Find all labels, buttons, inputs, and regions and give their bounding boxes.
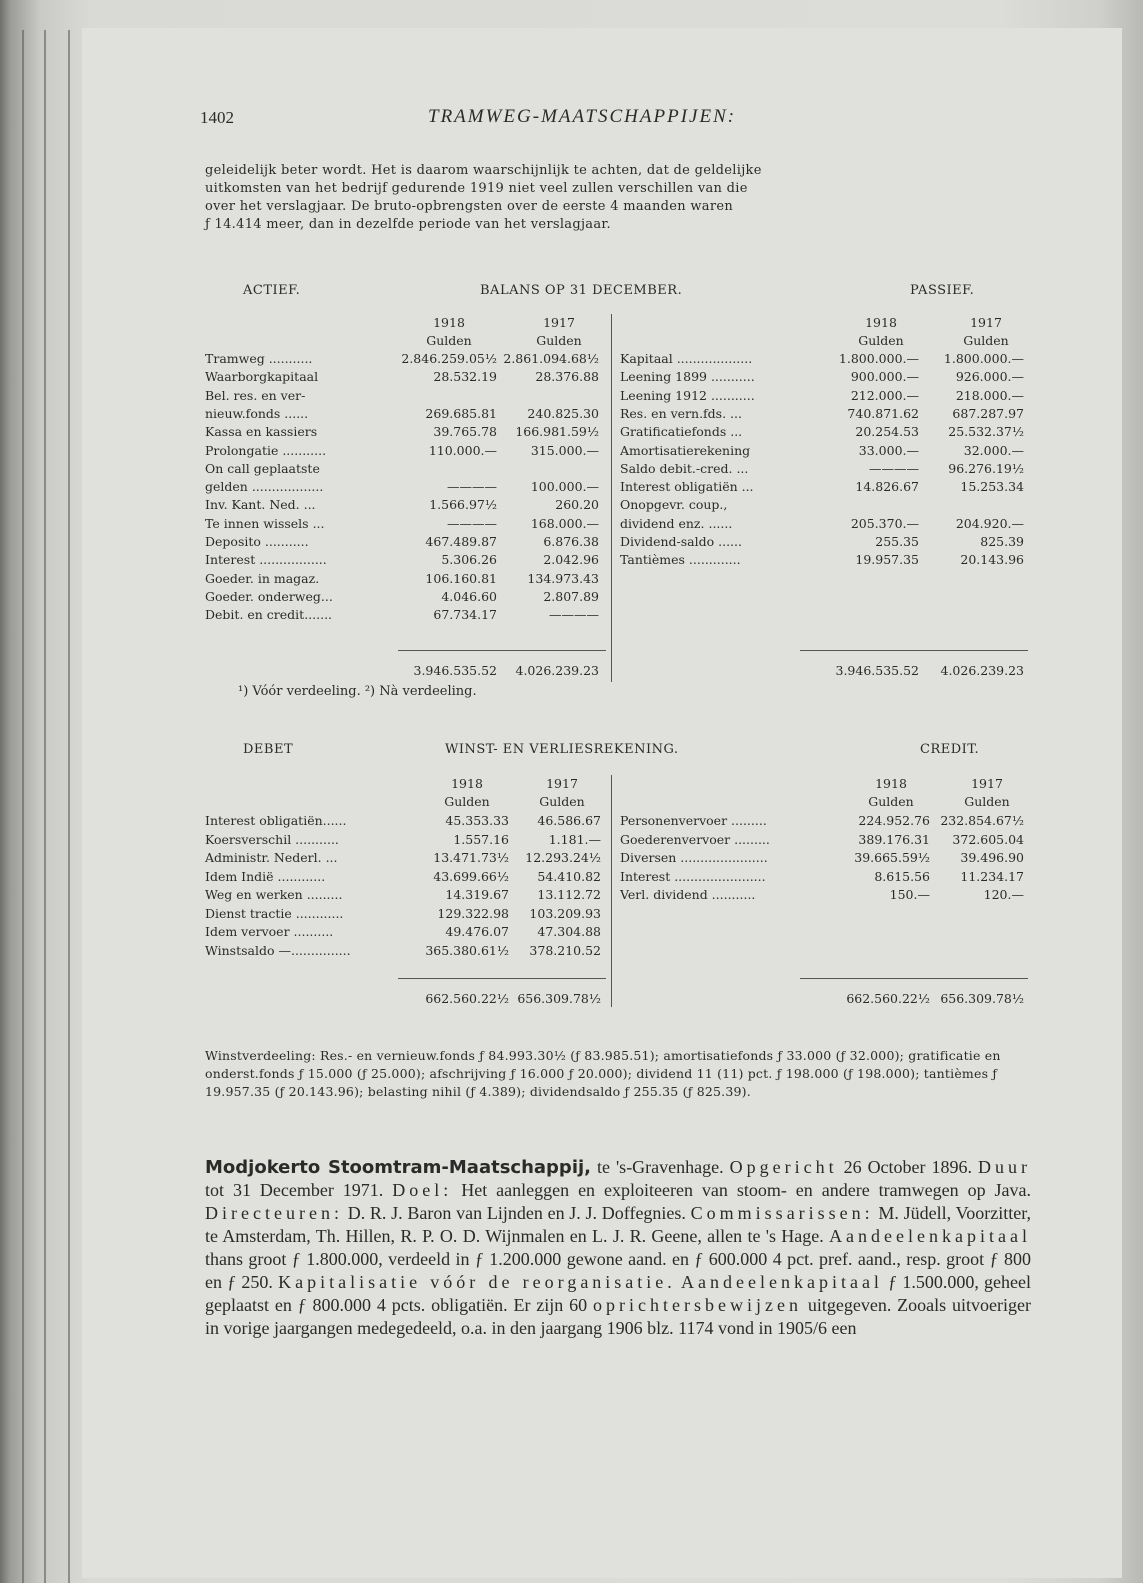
winst-credit-total-1917: 656.309.78½ (940, 991, 1024, 1006)
balans-passief-row-value-1918: 255.35 (875, 534, 919, 549)
winst-debet-row-value-1917: 103.209.93 (529, 905, 601, 921)
winst-debet-row-value-1918: 13.471.73½ (433, 850, 509, 865)
duur-label: Duur (978, 1157, 1031, 1177)
balans-actief-row-value-1918: 2.846.259.05½ (401, 351, 497, 366)
company-location: te 's-Gravenhage. (591, 1157, 724, 1177)
aandeelenkapitaal-label: Aandeelenkapitaal (829, 1226, 1031, 1246)
winst-debet-row-value-1917: 1.181.— (548, 831, 601, 847)
balans-passief-unit: Gulden (858, 333, 904, 348)
balans-passief-total-1917: 4.026.239.23 (940, 663, 1024, 678)
balans-actief-row-value-1918: 4.046.60 (441, 588, 497, 604)
balans-actief-row-value-1918: 269.685.81 (425, 405, 497, 421)
balans-actief-row-value-1918: 110.000.— (428, 442, 497, 458)
aandeelenkapitaal2-label: Aandeelenkapitaal (681, 1272, 883, 1292)
balans-passief-row-value-1917: 218.000.— (955, 387, 1024, 403)
winst-credit-row-value-1917: 232.854.67½ (940, 813, 1024, 828)
winst-debet-row-label: Weg en werken ......... (205, 887, 343, 902)
directeuren-label: Directeuren: (205, 1203, 343, 1223)
winst-credit-row-value-1918: 39.665.59½ (854, 850, 930, 865)
winst-credit-row-label: Verl. dividend ........... (620, 887, 756, 902)
winst-credit-unit: Gulden (964, 794, 1010, 809)
balans-actief-row-label: nieuw.fonds ...... (205, 405, 309, 421)
winst-credit-title: CREDIT. (920, 742, 980, 757)
balans-actief-row-value-1918: 467.489.87 (425, 534, 497, 549)
balans-passief-row-label: Tantièmes ............. (620, 552, 741, 568)
winst-debet-row-value-1918: 43.699.66½ (433, 868, 509, 884)
balans-passief-row-value-1918: 14.826.67 (855, 479, 919, 495)
balans-actief-row-value-1917: 6.876.38 (543, 534, 599, 549)
balans-passief-row-label: Onopgevr. coup., (620, 497, 728, 513)
book-spine-line (44, 30, 46, 1583)
winst-credit-year-1918: 1918 (875, 776, 907, 791)
balans-actief-row-label: Deposito ........... (205, 534, 309, 549)
balans-passief-year-1917: 1917 (970, 315, 1002, 330)
winst-debet-row-value-1917: 13.112.72 (537, 887, 601, 902)
balans-actief-row-value-1917: 2.861.094.68½ (503, 351, 599, 366)
winst-credit-row-label: Goederenvervoer ......... (620, 831, 770, 847)
winst-credit-row-value-1917: 120.— (983, 887, 1024, 902)
balans-passief-row-value-1918: 1.800.000.— (838, 351, 919, 366)
balans-actief-row-value-1917: 260.20 (555, 497, 599, 513)
balans-actief-row-label: On call geplaatste (205, 460, 320, 476)
balans-passief-row-label: Dividend-saldo ...... (620, 534, 742, 549)
winst-debet-row-value-1918: 45.353.33 (445, 813, 509, 828)
kapitalisatie-label: Kapitalisatie vóór de reorganisatie. (278, 1272, 676, 1292)
winstverdeeling-paragraph: Winstverdeeling: Res.- en vernieuw.fonds ƒ 84.993.30½ (ƒ 83.985.51); amortisatiefonds ƒ 33.000 (ƒ 32.000); gratificatie en onderst.fonds ƒ 15.000 (ƒ 25.000); afschrijving ƒ 16.000 ƒ 20.000); dividend 11 (11) pct. ƒ 198.000 (ƒ 198.000); tantièmes ƒ 19.957.35 (ƒ 20.143.96); belasting nihil (ƒ 4.389); dividendsaldo ƒ 255.35 (ƒ 825.39). (205, 1048, 1001, 1099)
balans-passief-row-value-1917: 20.143.96 (960, 552, 1024, 568)
balans-actief-row-value-1917: 28.376.88 (535, 369, 599, 385)
winst-credit-row-value-1917: 39.496.90 (960, 850, 1024, 865)
balans-footnote: ¹) Vóór verdeeling. ²) Nà verdeeling. (238, 684, 477, 699)
winst-debet-unit: Gulden (444, 794, 490, 809)
balans-actief-row-value-1918: ———— (447, 479, 497, 495)
balans-actief-row-label: gelden .................. (205, 479, 324, 495)
balans-actief-total-1918: 3.946.535.52 (413, 663, 497, 678)
balans-passief-row-value-1918: 900.000.— (850, 369, 919, 385)
balans-passief-year-1918: 1918 (865, 315, 897, 330)
running-title: TRAMWEG-MAATSCHAPPIJEN: (428, 106, 737, 127)
balans-passief-row-value-1917: 15.253.34 (960, 479, 1024, 495)
balans-actief-row-value-1917: 2.042.96 (543, 552, 599, 568)
balans-divider (611, 314, 612, 682)
aandeelenkapitaal2-text: ƒ 1.500.000, geheel geplaatst en ƒ 800.000 4 pcts. obligatiën. Er zijn 60 (205, 1272, 1032, 1315)
balans-actief-row-label: Kassa en kassiers (205, 424, 318, 440)
winst-credit-row-value-1917: 11.234.17 (960, 868, 1024, 884)
winst-debet-unit: Gulden (539, 794, 585, 809)
intro-line: uitkomsten van het bedrijf gedurende 1919 niet veel zullen verschillen van die (205, 181, 748, 196)
balans-actief-row-value-1918: ———— (447, 515, 497, 531)
balans-actief-row-label: Waarborgkapitaal (205, 369, 319, 385)
balans-actief-year-1918: 1918 (433, 315, 465, 330)
balans-actief-row-value-1918: 28.532.19 (433, 369, 497, 385)
balans-passief-row-label: Leening 1899 ........... (620, 369, 755, 385)
intro-line: ƒ 14.414 meer, dan in dezelfde periode van het verslagjaar. (205, 217, 611, 232)
balans-actief-row-value-1917: 166.981.59½ (515, 424, 599, 440)
balans-passief-row-value-1917: 926.000.— (955, 369, 1024, 385)
balans-passief-row-value-1918: ———— (869, 460, 919, 476)
balans-actief-row-value-1917: 2.807.89 (543, 588, 599, 604)
winst-credit-row-value-1917: 372.605.04 (952, 831, 1024, 847)
balans-actief-row-value-1917: 134.973.43 (527, 570, 599, 586)
balans-actief-row-value-1917: ———— (549, 607, 599, 623)
balans-passief-row-value-1917: 25.532.37½ (948, 424, 1024, 440)
aandeelenkapitaal-text: thans groot ƒ 1.800.000, verdeeld in ƒ 1.200.000 gewone aand. en ƒ 600.000 4 pct. pref. aand., resp. groot ƒ 800 en ƒ 250. (205, 1249, 1031, 1292)
winst-credit-unit: Gulden (868, 794, 914, 809)
oprichtersbewijzen-label: oprichtersbewijzen (593, 1295, 802, 1315)
winst-debet-row-label: Dienst tractie ............ (205, 905, 344, 921)
balans-actief-row-label: Tramweg ........... (205, 351, 313, 366)
balans-passief-row-label: Leening 1912 ........... (620, 387, 755, 403)
winst-debet-title: DEBET (243, 742, 294, 757)
winst-debet-row-label: Koersverschil ........... (205, 831, 339, 847)
winst-debet-row-value-1918: 129.322.98 (437, 905, 509, 921)
balans-passief-row-label: Saldo debit.-cred. ... (620, 460, 749, 476)
balans-passief-row-value-1918: 33.000.— (858, 442, 919, 458)
company-name: Modjokerto Stoomtram-Maatschappij, (205, 1157, 591, 1178)
balans-actief-row-label: Goeder. in magaz. (205, 570, 320, 586)
directeuren-text: D. R. J. Baron van Lijnden en J. J. Doffegnies. (342, 1203, 691, 1223)
balans-passief-row-value-1918: 212.000.— (850, 387, 919, 403)
balans-actief-unit: Gulden (536, 333, 582, 348)
balans-passief-row-label: dividend enz. ...... (620, 515, 733, 531)
winst-debet-row-value-1917: 54.410.82 (537, 868, 601, 884)
balans-actief-row-value-1918: 1.566.97½ (429, 497, 497, 513)
winst-credit-year-1917: 1917 (971, 776, 1003, 791)
balans-sum-line (800, 650, 1028, 651)
balans-passief-row-value-1917: 1.800.000.— (943, 351, 1024, 366)
winst-credit-row-value-1918: 389.176.31 (858, 831, 930, 847)
winst-divider (611, 775, 612, 1007)
winst-debet-row-label: Idem vervoer .......... (205, 924, 334, 939)
balans-actief-row-value-1918: 67.734.17 (433, 607, 497, 623)
doel-label: Doel: (392, 1180, 453, 1200)
intro-line: geleidelijk beter wordt. Het is daarom waarschijnlijk te achten, dat de geldelijke (205, 163, 762, 178)
balans-passief-row-label: Res. en vern.fds. ... (620, 405, 742, 421)
winst-debet-row-value-1917: 46.586.67 (537, 813, 601, 828)
balans-passief-title: PASSIEF. (910, 283, 975, 298)
winst-credit-row-value-1918: 150.— (889, 887, 930, 902)
duur-text: tot 31 December 1971. (205, 1180, 393, 1200)
winst-debet-row-value-1918: 49.476.07 (445, 924, 509, 939)
balans-actief-row-label: Bel. res. en ver- (205, 387, 306, 403)
winst-sum-line (398, 978, 606, 979)
winst-debet-row-value-1918: 365.380.61½ (425, 942, 509, 958)
winst-debet-total-1918: 662.560.22½ (425, 991, 509, 1006)
opgericht-label: Opgericht (729, 1157, 838, 1177)
balans-passief-row-value-1918: 740.871.62 (847, 405, 919, 421)
balans-passief-unit: Gulden (963, 333, 1009, 348)
balans-actief-row-label: Debit. en credit....... (205, 607, 333, 623)
winst-debet-year-1918: 1918 (451, 776, 483, 791)
balans-passief-row-label: Interest obligatiën ... (620, 479, 754, 495)
balans-actief-row-value-1917: 168.000.— (530, 515, 599, 531)
balans-actief-row-value-1918: 5.306.26 (441, 552, 497, 568)
balans-actief-title: ACTIEF. (243, 283, 301, 298)
winst-credit-row-value-1918: 224.952.76 (858, 813, 930, 828)
winst-debet-row-value-1917: 378.210.52 (529, 942, 601, 958)
book-spine-line (22, 30, 24, 1583)
opgericht-text: 26 October 1896. (837, 1157, 978, 1177)
winst-debet-row-value-1917: 12.293.24½ (525, 850, 601, 865)
winst-credit-row-label: Personenvervoer ......... (620, 813, 767, 828)
winst-debet-row-value-1917: 47.304.88 (537, 924, 601, 939)
balans-actief-row-label: Goeder. onderweg... (205, 588, 333, 604)
winst-debet-row-value-1918: 14.319.67 (445, 887, 509, 902)
intro-line: over het verslagjaar. De bruto-opbrengsten over de eerste 4 maanden waren (205, 199, 733, 214)
balans-actief-row-label: Te innen wissels ... (205, 515, 325, 531)
commissarissen-text: M. Jüdell, Voorzitter, te Amsterdam, Th. Hillen, R. P. O. D. Wijnmalen en L. J. R. Geene, allen te 's Hage. (205, 1203, 1031, 1246)
winst-debet-row-label: Idem Indië ............ (205, 868, 326, 884)
winst-credit-row-label: Diversen ...................... (620, 850, 768, 865)
book-spine-line (68, 30, 70, 1583)
winst-debet-row-label: Winstsaldo —............... (205, 942, 351, 958)
winst-debet-row-value-1918: 1.557.16 (453, 831, 509, 847)
balans-passief-row-value-1918: 205.370.— (850, 515, 919, 531)
balans-passief-row-label: Gratificatiefonds ... (620, 424, 743, 440)
winst-debet-row-label: Interest obligatiën...... (205, 813, 347, 828)
balans-actief-row-label: Prolongatie ........... (205, 442, 327, 458)
balans-actief-total-1917: 4.026.239.23 (515, 663, 599, 678)
winst-sum-line (800, 978, 1028, 979)
doel-text: Het aanleggen en exploiteeren van stoom- en andere tramwegen op Java. (452, 1180, 1032, 1200)
balans-actief-year-1917: 1917 (543, 315, 575, 330)
winst-credit-total-1918: 662.560.22½ (846, 991, 930, 1006)
intro-paragraph (205, 162, 1025, 234)
balans-passief-row-value-1917: 32.000.— (963, 442, 1024, 458)
commissarissen-label: Commissarissen: (690, 1203, 874, 1223)
balans-title: BALANS OP 31 DECEMBER. (480, 283, 683, 298)
winst-title: WINST- EN VERLIESREKENING. (445, 742, 679, 757)
balans-passief-row-value-1917: 687.287.97 (952, 405, 1024, 421)
oprichtersbewijzen-text: uitgegeven. Zooals uitvoeriger in vorige jaargangen medegedeeld, o.a. in den jaargang 1906 blz. 1174 vond in 1905/6 een (205, 1295, 1031, 1338)
balans-actief-row-value-1917: 100.000.— (530, 479, 599, 495)
balans-actief-row-value-1917: 240.825.30 (527, 405, 599, 421)
balans-passief-row-value-1918: 19.957.35 (855, 552, 919, 568)
winst-credit-row-label: Interest ....................... (620, 868, 766, 884)
balans-passief-row-value-1917: 825.39 (980, 534, 1024, 549)
winst-debet-row-label: Administr. Nederl. ... (205, 850, 338, 865)
winst-credit-row-value-1918: 8.615.56 (874, 868, 930, 884)
balans-actief-unit: Gulden (426, 333, 472, 348)
balans-actief-row-label: Interest ................. (205, 552, 327, 568)
balans-passief-row-label: Amortisatierekening (620, 442, 751, 458)
balans-sum-line (398, 650, 606, 651)
winst-debet-year-1917: 1917 (546, 776, 578, 791)
balans-passief-total-1918: 3.946.535.52 (835, 663, 919, 678)
balans-passief-row-value-1917: 96.276.19½ (948, 460, 1024, 476)
balans-passief-row-label: Kapitaal ................... (620, 351, 753, 366)
balans-actief-row-label: Inv. Kant. Ned. ... (205, 497, 316, 513)
balans-actief-row-value-1918: 39.765.78 (433, 424, 497, 440)
winst-debet-total-1917: 656.309.78½ (517, 991, 601, 1006)
balans-passief-row-value-1918: 20.254.53 (855, 424, 919, 440)
company-entry (205, 1156, 1031, 1340)
balans-passief-row-value-1917: 204.920.— (955, 515, 1024, 531)
balans-actief-row-value-1917: 315.000.— (530, 442, 599, 458)
balans-actief-row-value-1918: 106.160.81 (425, 570, 497, 586)
page-number: 1402 (200, 108, 234, 127)
